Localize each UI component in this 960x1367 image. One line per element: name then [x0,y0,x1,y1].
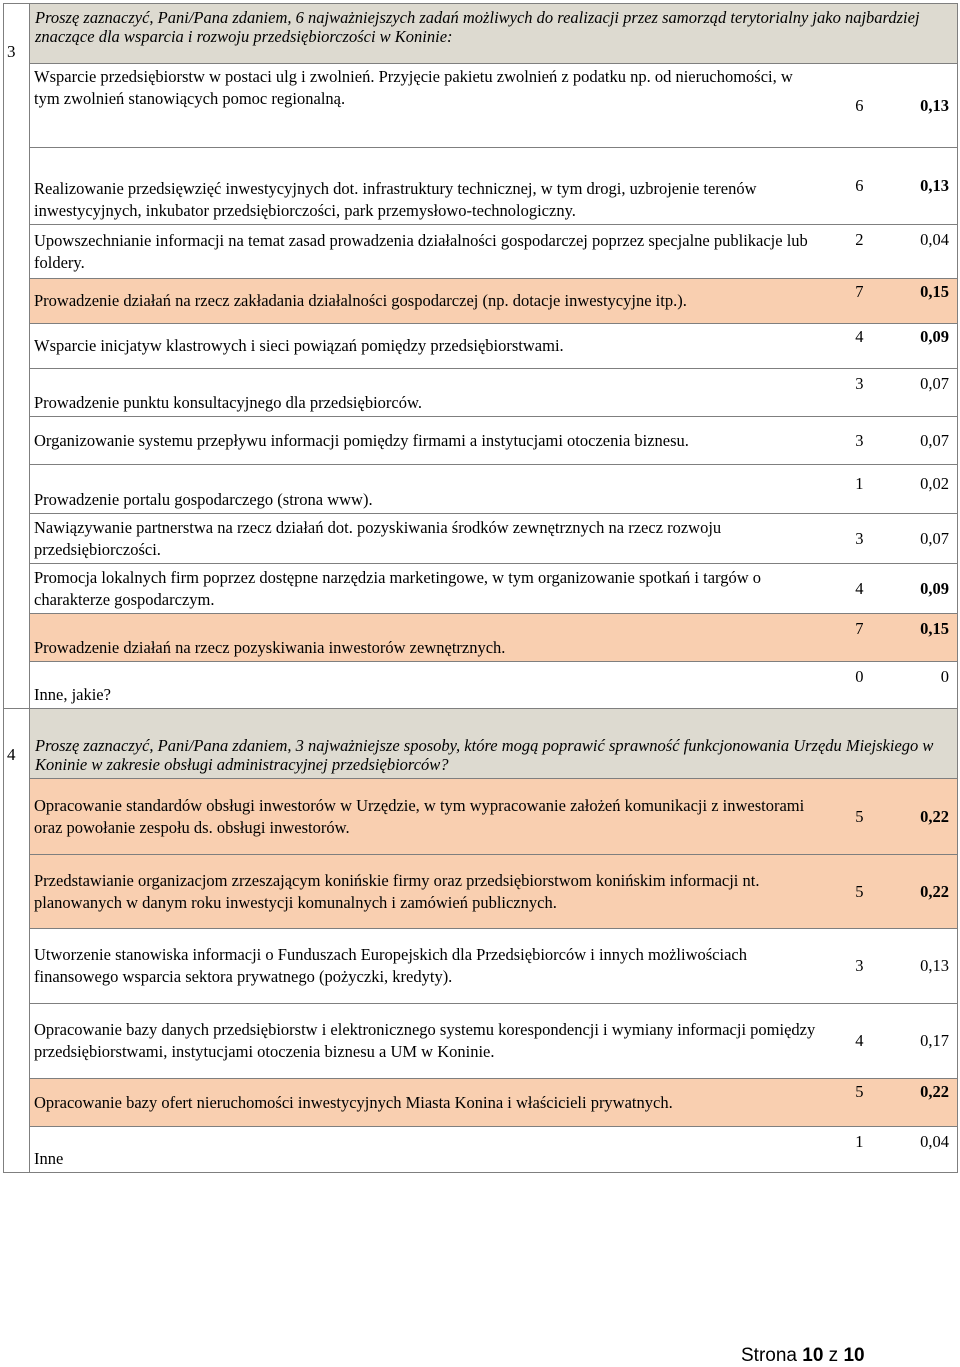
question-4-number: 4 [4,709,30,1173]
answer-row [4,369,958,417]
answer-row [4,148,958,225]
question-3-text: Proszę zaznaczyć, Pani/Pana zdaniem, 6 najważniejszych zadań możliwych do realizacji przez samorząd terytorialny jako najbardziej znaczące dla wsparcia i rozwoju przedsiębiorczości w Koninie: [30,4,958,64]
answer-row [4,225,958,279]
page-footer [741,1345,865,1367]
answer-text: Przedstawianie organizacjom zrzeszającym konińskie firmy oraz przedsiębiorstwom konińskim informacji nt. planowanych w danym roku inwestycji komunalnych i zamówień publicznych. [30,855,824,929]
answer-text: Opracowanie bazy danych przedsiębiorstw i elektronicznego systemu korespondencji i wymiany informacji pomiędzy przedsiębiorstwami, instytucjami otoczenia biznesu a UM w Koninie. [30,1004,824,1079]
answer-row-highlighted [4,855,958,929]
answer-text: Inne [30,1127,824,1173]
answer-row [4,465,958,514]
answer-text: Inne, jakie? [30,662,824,709]
answer-row [4,564,958,614]
answer-ratio: 0,02 [864,465,958,514]
answer-row [4,1127,958,1173]
answer-row-highlighted [4,779,958,855]
answer-ratio: 0,22 [864,855,958,929]
answer-text: Upowszechnianie informacji na temat zasad prowadzenia działalności gospodarczej poprzez specjalne publikacje lub foldery. [30,225,824,279]
answer-row-highlighted [4,614,958,662]
answer-text: Prowadzenie punktu konsultacyjnego dla przedsiębiorców. [30,369,824,417]
answer-row [4,662,958,709]
answer-text: Wsparcie inicjatyw klastrowych i sieci powiązań pomiędzy przedsiębiorstwami. [30,324,824,369]
footer-page-number: 10 [802,1345,824,1366]
answer-ratio: 0,13 [864,64,958,148]
footer-page-total: 10 [843,1345,865,1366]
answer-text: Opracowanie standardów obsługi inwestorów w Urzędzie, w tym wypracowanie założeń komunikacji z inwestorami oraz powołanie zespołu ds. obsługi inwestorów. [30,779,824,855]
answer-count: 1 [824,1127,864,1173]
answer-count: 7 [824,279,864,324]
answer-text: Prowadzenie działań na rzecz pozyskiwania inwestorów zewnętrznych. [30,614,824,662]
answer-row [4,514,958,564]
answer-count: 5 [824,779,864,855]
question-4-text: Proszę zaznaczyć, Pani/Pana zdaniem, 3 najważniejsze sposoby, które mogą poprawić sprawność funkcjonowania Urzędu Miejskiego w Koninie w zakresie obsługi administracyjnej przedsiębiorców? [30,709,958,779]
answer-count: 2 [824,225,864,279]
answer-ratio: 0,07 [864,514,958,564]
answer-ratio: 0,17 [864,1004,958,1079]
answer-count: 4 [824,1004,864,1079]
answer-text: Promocja lokalnych firm poprzez dostępne narzędzia marketingowe, w tym organizowanie spotkań i targów o charakterze gospodarczym. [30,564,824,614]
answer-count: 3 [824,929,864,1004]
answer-text: Wsparcie przedsiębiorstw w postaci ulg i zwolnień. Przyjęcie pakietu zwolnień z podatku np. od nieruchomości, w tym zwolnień stanowiących pomoc regionalną. [30,64,824,148]
answer-ratio: 0,09 [864,564,958,614]
document-sheet [3,3,957,1173]
footer-prefix: Strona [741,1345,803,1366]
answer-count: 3 [824,417,864,465]
footer-separator: z [823,1345,844,1366]
answer-ratio: 0,15 [864,279,958,324]
answer-ratio: 0 [864,662,958,709]
answer-count: 5 [824,1079,864,1127]
answer-ratio: 0,07 [864,369,958,417]
answer-ratio: 0,04 [864,1127,958,1173]
answer-count: 6 [824,148,864,225]
answer-text: Realizowanie przedsięwzięć inwestycyjnych dot. infrastruktury technicznej, w tym drogi, uzbrojenie terenów inwestycyjnych, inkubator przedsiębiorczości, park przemysłowo-technologiczny. [30,148,824,225]
answer-text: Prowadzenie działań na rzecz zakładania działalności gospodarczej (np. dotacje inwestycyjne itp.). [30,279,824,324]
answer-row [4,929,958,1004]
answer-count: 3 [824,514,864,564]
answer-count: 4 [824,324,864,369]
answer-ratio: 0,09 [864,324,958,369]
answer-count: 4 [824,564,864,614]
answer-ratio: 0,15 [864,614,958,662]
answer-ratio: 0,13 [864,148,958,225]
answer-ratio: 0,22 [864,779,958,855]
answer-row [4,324,958,369]
answer-count: 3 [824,369,864,417]
answer-row-highlighted [4,279,958,324]
answer-text: Opracowanie bazy ofert nieruchomości inwestycyjnych Miasta Konina i właścicieli prywatnych. [30,1079,824,1127]
answer-count: 6 [824,64,864,148]
answer-row-highlighted [4,1079,958,1127]
answer-text: Nawiązywanie partnerstwa na rzecz działań dot. pozyskiwania środków zewnętrznych na rzecz rozwoju przedsiębiorczości. [30,514,824,564]
answer-ratio: 0,22 [864,1079,958,1127]
answer-row [4,64,958,148]
answer-row [4,1004,958,1079]
answer-row [4,417,958,465]
answer-count: 7 [824,614,864,662]
answer-ratio: 0,07 [864,417,958,465]
answer-text: Prowadzenie portalu gospodarczego (strona www). [30,465,824,514]
answer-text: Utworzenie stanowiska informacji o Funduszach Europejskich dla Przedsiębiorców i innych możliwościach finansowego wsparcia sektora prywatnego (pożyczki, kredyty). [30,929,824,1004]
question-3-number: 3 [4,4,30,709]
answer-ratio: 0,13 [864,929,958,1004]
answer-count: 5 [824,855,864,929]
answer-text: Organizowanie systemu przepływu informacji pomiędzy firmami a instytucjami otoczenia biznesu. [30,417,824,465]
answer-ratio: 0,04 [864,225,958,279]
answer-count: 0 [824,662,864,709]
survey-table [3,3,958,1173]
answer-count: 1 [824,465,864,514]
